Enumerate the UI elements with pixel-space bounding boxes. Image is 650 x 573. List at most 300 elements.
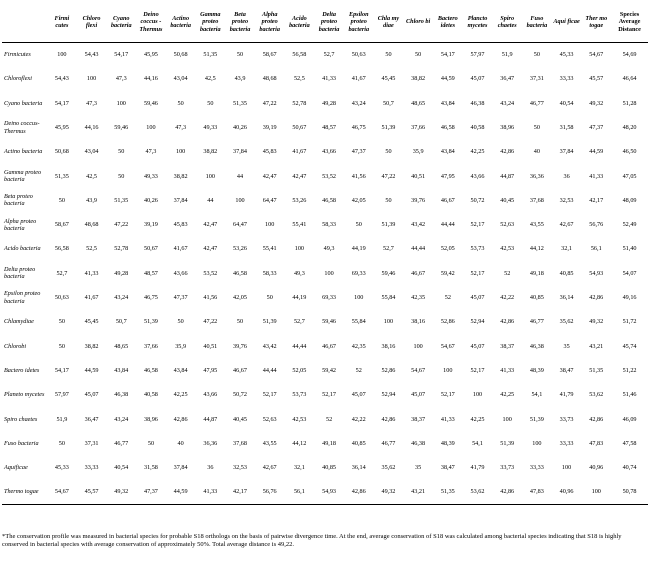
table-cell: 54,67 [411, 366, 426, 374]
table-cell: 49,33 [143, 172, 158, 180]
table-cell: 43,04 [173, 75, 188, 83]
table-cell: 44,19 [292, 294, 307, 302]
table-cell: 45,45 [84, 318, 99, 326]
table-cell: 50 [58, 439, 65, 447]
table-cell: 48,39 [440, 439, 455, 447]
column-header: Chloro bi [403, 2, 433, 43]
table-cell: 43,21 [411, 488, 426, 496]
table-cell: 51,28 [622, 99, 637, 107]
table-cell: 55,84 [381, 294, 396, 302]
table-cell: 50,67 [143, 245, 158, 253]
table-cell: 50 [58, 318, 65, 326]
table-cell: 100 [146, 123, 156, 131]
table-cell: 43,55 [529, 221, 544, 229]
table-cell: 100 [502, 415, 512, 423]
table-cell: 40,58 [470, 123, 485, 131]
table-cell: 50 [207, 99, 214, 107]
table-cell: 52,63 [262, 415, 277, 423]
table-cell: 48,39 [529, 366, 544, 374]
table-cell: 46,09 [622, 415, 637, 423]
conservation-table [2, 2, 648, 505]
table-cell: 42,67 [559, 221, 574, 229]
table-cell: 50 [58, 342, 65, 350]
table-cell: 46,77 [114, 439, 129, 447]
table-cell: 46,67 [411, 269, 426, 277]
table-cell: 41,56 [351, 172, 366, 180]
table-cell: 41,67 [84, 294, 99, 302]
table-row [2, 188, 648, 212]
table-cell: 42,35 [351, 342, 366, 350]
table-cell: 37,66 [411, 123, 426, 131]
table-row [2, 285, 648, 309]
table-cell: 52,17 [470, 221, 485, 229]
table-cell: 43,84 [440, 148, 455, 156]
table-cell: 59,46 [143, 99, 158, 107]
table-cell: 100 [443, 366, 453, 374]
row-header: Epsilon proteo bacteria [4, 290, 41, 305]
table-row [2, 456, 648, 480]
table-cell: 45,74 [622, 342, 637, 350]
column-header: Actino bacteria [166, 2, 196, 43]
table-cell: 54,1 [531, 391, 543, 399]
table-cell: 42,86 [589, 294, 604, 302]
table-cell: 43,66 [203, 391, 218, 399]
table-cell: 51,46 [622, 391, 637, 399]
table-cell: 40 [177, 439, 184, 447]
table-cell: 32,1 [293, 464, 305, 472]
table-cell: 46,77 [381, 439, 396, 447]
table-cell: 51,39 [529, 415, 544, 423]
table-cell: 37,31 [84, 439, 99, 447]
table-cell: 50,63 [54, 294, 69, 302]
table-row [2, 115, 648, 139]
table-cell: 36,14 [559, 294, 574, 302]
table-cell: 52,5 [86, 245, 97, 253]
table-cell: 100 [294, 245, 305, 253]
table-cell: 33,33 [559, 439, 574, 447]
table-cell: 40,85 [559, 269, 574, 277]
table-cell: 51,35 [114, 196, 129, 204]
table-cell: 42,47 [203, 221, 218, 229]
table-cell: 41,33 [500, 366, 515, 374]
table-cell: 47,58 [622, 439, 637, 447]
table-cell: 51,35 [440, 488, 455, 496]
table-cell: 56,58 [292, 51, 307, 59]
table-cell: 33,73 [500, 464, 515, 472]
table-cell: 42,22 [351, 415, 366, 423]
table-cell: 43,9 [234, 75, 246, 83]
table-cell: 100 [324, 269, 334, 277]
table-cell: 53,73 [470, 245, 485, 253]
table-cell: 52,94 [381, 391, 396, 399]
table-row [2, 358, 648, 382]
table-cell: 40,45 [500, 196, 515, 204]
table-cell: 42,47 [262, 172, 277, 180]
table-cell: 52,78 [114, 245, 129, 253]
table-cell: 100 [86, 75, 97, 83]
table-cell: 52 [355, 366, 362, 374]
table-cell: 41,33 [84, 269, 99, 277]
table-cell: 54,17 [54, 366, 69, 374]
table-cell: 52,17 [262, 391, 277, 399]
table-cell: 33,33 [84, 464, 99, 472]
table-cell: 41,33 [440, 415, 455, 423]
table-cell: 100 [383, 318, 394, 326]
table-cell: 69,33 [351, 269, 366, 277]
table-cell: 51,9 [501, 51, 513, 59]
table-cell: 35,62 [381, 464, 396, 472]
table-cell: 44,12 [292, 439, 307, 447]
table-cell: 47,3 [86, 99, 97, 107]
table-cell: 35,62 [559, 318, 574, 326]
table-cell: 47,37 [589, 123, 604, 131]
table-cell: 47,95 [440, 172, 455, 180]
table-cell: 52,49 [622, 221, 637, 229]
table-cell: 48,68 [262, 75, 277, 83]
table-cell: 52,63 [500, 221, 515, 229]
table-cell: 33,33 [529, 464, 544, 472]
table-cell: 36 [563, 172, 570, 180]
table-row [2, 43, 648, 67]
column-header: Firmi cutes [47, 2, 77, 43]
table-cell: 40 [533, 148, 540, 156]
table-cell: 35,9 [175, 342, 187, 350]
table-cell: 50 [385, 51, 392, 59]
table-cell: 43,84 [173, 366, 188, 374]
table-cell: 56,1 [590, 245, 602, 253]
table-cell: 50,72 [233, 391, 247, 399]
table-cell: 50 [236, 51, 244, 59]
column-header: Ther mo togae [581, 2, 611, 43]
table-row [2, 261, 648, 285]
table-cell: 52,17 [470, 269, 485, 277]
table-cell: 100 [472, 391, 483, 399]
table-cell: 36,47 [500, 75, 515, 83]
table-cell: 52,86 [381, 366, 396, 374]
table-cell: 44,44 [292, 342, 307, 350]
table-cell: 44,16 [143, 75, 158, 83]
column-header: Beta proteo bacteria [225, 2, 255, 43]
table-cell: 43,24 [500, 99, 515, 107]
table-cell: 100 [591, 488, 601, 496]
table-cell: 52,5 [293, 75, 305, 83]
table-cell: 49,16 [622, 294, 637, 302]
table-cell: 52,7 [383, 245, 394, 253]
table-cell: 43,42 [262, 342, 277, 350]
table-cell: 50,63 [351, 51, 366, 59]
table-cell: 40,51 [203, 342, 218, 350]
table-cell: 32,53 [233, 464, 247, 472]
table-cell: 45,33 [559, 51, 574, 59]
table-cell: 50 [118, 148, 125, 156]
table-cell: 46,50 [622, 148, 637, 156]
table-cell: 40,58 [143, 391, 158, 399]
column-header: Epsilon proteo bacteria [344, 2, 374, 43]
table-cell: 51,39 [381, 123, 396, 131]
table-cell: 38,82 [173, 172, 188, 180]
table-cell: 43,9 [86, 196, 97, 204]
table-cell: 54,67 [440, 342, 455, 350]
table-cell: 44,12 [529, 245, 544, 253]
table-cell: 53,52 [203, 269, 218, 277]
table-cell: 44,59 [173, 488, 188, 496]
table-cell: 42,86 [381, 415, 396, 423]
table-cell: 45,07 [84, 391, 99, 399]
table-cell: 36,36 [203, 439, 218, 447]
table-cell: 41,67 [351, 75, 366, 83]
table-cell: 37,84 [559, 148, 574, 156]
table-cell: 41,67 [173, 245, 188, 253]
table-cell: 51,35 [589, 366, 604, 374]
table-cell: 59,46 [114, 123, 129, 131]
table-cell: 44,16 [84, 123, 99, 131]
table-cell: 37,68 [529, 196, 544, 204]
table-cell: 52,94 [470, 318, 485, 326]
table-cell: 49,3 [293, 269, 305, 277]
table-cell: 47,95 [203, 366, 218, 374]
table-cell: 46,38 [411, 439, 426, 447]
table-cell: 49,28 [322, 99, 337, 107]
table-cell: 69,33 [322, 294, 337, 302]
table-cell: 40,26 [143, 196, 158, 204]
table-cell: 50,7 [383, 99, 394, 107]
table-row [2, 334, 648, 358]
table-cell: 50 [236, 318, 244, 326]
table-cell: 54,17 [440, 51, 455, 59]
row-header: Cyano bacteria [4, 99, 43, 107]
table-cell: 51,35 [233, 99, 247, 107]
table-cell: 54,67 [54, 488, 69, 496]
row-header: Chlorobi [4, 342, 27, 350]
table-cell: 43,66 [173, 269, 188, 277]
header-row [2, 2, 648, 43]
table-cell: 42,22 [500, 294, 515, 302]
table-cell: 41,79 [559, 391, 574, 399]
column-header: Spiro chaetes [492, 2, 522, 43]
table-cell: 44,87 [203, 415, 218, 423]
table-cell: 42,25 [500, 391, 515, 399]
table-cell: 52 [325, 415, 333, 423]
table-cell: 37,66 [143, 342, 158, 350]
column-header: Cyano bacteria [106, 2, 136, 43]
row-header: Thermo togae [4, 488, 39, 496]
table-cell: 46,75 [143, 294, 158, 302]
table-cell: 44,59 [589, 148, 604, 156]
table-cell: 47,3 [175, 123, 187, 131]
table-cell: 50,72 [470, 196, 485, 204]
table-cell: 54,67 [589, 51, 604, 59]
table-cell: 48,68 [84, 221, 99, 229]
table-row [2, 91, 648, 115]
row-header: Alpha proteo bacteria [4, 217, 37, 232]
table-cell: 38,82 [411, 75, 426, 83]
table-cell: 59,42 [322, 366, 337, 374]
table-cell: 44,87 [500, 172, 515, 180]
table-cell: 59,46 [381, 269, 396, 277]
table-cell: 41,33 [203, 488, 218, 496]
table-cell: 40,96 [589, 464, 604, 472]
table-row [2, 431, 648, 455]
table-cell: 39,76 [411, 196, 426, 204]
table-cell: 47,22 [381, 172, 396, 180]
column-header: Aqui ficae [552, 2, 582, 43]
table-cell: 48,57 [143, 269, 158, 277]
column-header: Acido bacteria [285, 2, 315, 43]
table-cell: 52,17 [440, 391, 455, 399]
table-cell: 38,96 [143, 415, 158, 423]
row-header: Fuso bacteria [4, 439, 39, 447]
column-header: Alpha proteo bacteria [255, 2, 285, 43]
table-cell: 32,1 [561, 245, 572, 253]
table-cell: 32,53 [559, 196, 574, 204]
table-cell: 58,67 [262, 51, 277, 59]
table-cell: 53,52 [322, 172, 337, 180]
table-cell: 42,53 [292, 415, 307, 423]
table-cell: 50 [147, 439, 155, 447]
table-cell: 40,51 [411, 172, 426, 180]
table-cell: 31,58 [559, 123, 574, 131]
table-cell: 39,19 [262, 123, 277, 131]
table-cell: 46,67 [440, 196, 455, 204]
table-cell: 46,38 [470, 99, 485, 107]
table-cell: 35 [563, 342, 570, 350]
table-cell: 43,24 [114, 415, 129, 423]
table-cell: 49,32 [381, 488, 396, 496]
table-cell: 38,47 [440, 464, 455, 472]
table-cell: 47,83 [529, 488, 544, 496]
table-cell: 40,85 [529, 294, 544, 302]
table-cell: 42,25 [470, 148, 485, 156]
table-cell: 46,75 [351, 123, 366, 131]
table-cell: 49,33 [203, 123, 218, 131]
table-cell: 40,96 [559, 488, 574, 496]
row-header: Chlamydiae [4, 318, 34, 326]
table-cell: 49,18 [322, 439, 337, 447]
table-cell: 53,26 [233, 245, 247, 253]
table-cell: 39,19 [143, 221, 158, 229]
table-cell: 50,68 [54, 148, 69, 156]
header-corner [2, 2, 47, 43]
column-header: Chla my diae [374, 2, 404, 43]
table-cell: 43,21 [589, 342, 604, 350]
table-cell: 43,42 [411, 221, 426, 229]
table-cell: 47,37 [143, 488, 158, 496]
table-cell: 47,3 [115, 75, 127, 83]
table-cell: 45,57 [84, 488, 99, 496]
table-cell: 54,17 [54, 99, 69, 107]
row-header: Planeto mycetes [4, 391, 45, 399]
table-cell: 46,58 [233, 269, 247, 277]
table-cell: 45,07 [470, 342, 485, 350]
table-cell: 43,66 [470, 172, 485, 180]
table-cell: 42,25 [173, 391, 188, 399]
table-cell: 51,72 [622, 318, 637, 326]
table-cell: 42,86 [173, 415, 188, 423]
table-cell: 41,79 [470, 464, 485, 472]
table-cell: 36,47 [84, 415, 99, 423]
table-cell: 47,37 [351, 148, 366, 156]
table-cell: 50 [355, 221, 362, 229]
table-cell: 44,59 [440, 75, 455, 83]
table-cell: 50 [533, 51, 540, 59]
table-cell: 42,67 [262, 464, 277, 472]
table-cell: 43,66 [322, 148, 337, 156]
table-cell: 50 [415, 51, 422, 59]
table-row [2, 383, 648, 407]
table-cell: 54,93 [322, 488, 337, 496]
table-cell: 44 [236, 172, 244, 180]
table-cell: 52,17 [470, 366, 485, 374]
table-cell: 59,42 [440, 269, 455, 277]
table-cell: 100 [265, 221, 275, 229]
table-cell: 54,43 [54, 75, 69, 83]
table-cell: 35 [415, 464, 422, 472]
table-cell: 45,83 [173, 221, 188, 229]
table-cell: 50,78 [622, 488, 637, 496]
table-cell: 42,47 [203, 245, 218, 253]
table-cell: 100 [205, 172, 215, 180]
table-cell: 52 [444, 294, 451, 302]
table-cell: 57,97 [54, 391, 69, 399]
table-cell: 49,32 [589, 99, 604, 107]
table-cell: 37,84 [233, 148, 247, 156]
table-cell: 52 [504, 269, 511, 277]
table-container [2, 2, 648, 505]
table-cell: 40,45 [233, 415, 247, 423]
table-cell: 43,84 [114, 366, 129, 374]
table-cell: 42,86 [589, 415, 604, 423]
table-cell: 53,62 [470, 488, 485, 496]
table-cell: 56,76 [589, 221, 604, 229]
table-cell: 50 [58, 196, 65, 204]
table-cell: 49,18 [529, 269, 544, 277]
table-row [2, 67, 648, 91]
table-cell: 35,9 [412, 148, 424, 156]
row-header: Spiro chaetes [4, 415, 38, 423]
table-cell: 45,95 [54, 123, 69, 131]
table-cell: 49,28 [114, 269, 129, 277]
table-cell: 41,33 [589, 172, 604, 180]
table-cell: 52,17 [322, 391, 337, 399]
table-cell: 40,74 [622, 464, 637, 472]
table-cell: 52,7 [323, 51, 335, 59]
table-cell: 56,58 [54, 245, 69, 253]
table-cell: 40,54 [114, 464, 129, 472]
table-cell: 46,77 [529, 318, 544, 326]
table-cell: 38,37 [411, 415, 426, 423]
table-cell: 47,83 [589, 439, 604, 447]
table-cell: 43,24 [351, 99, 366, 107]
table-cell: 48,09 [622, 196, 637, 204]
table-cell: 50,67 [292, 123, 307, 131]
table-cell: 42,86 [351, 488, 366, 496]
row-header: Aquificae [4, 464, 28, 472]
table-cell: 33,73 [559, 415, 574, 423]
table-cell: 38,96 [500, 123, 515, 131]
table-cell: 56,76 [262, 488, 277, 496]
table-row [2, 213, 648, 237]
table-cell: 47,22 [262, 99, 277, 107]
table-cell: 47,22 [114, 221, 129, 229]
table-cell: 46,58 [440, 123, 455, 131]
table-cell: 54,69 [622, 51, 637, 59]
table-cell: 53,62 [589, 391, 604, 399]
table-cell: 45,07 [411, 391, 426, 399]
table-cell: 46,77 [529, 99, 544, 107]
table-cell: 42,86 [500, 318, 515, 326]
table-cell: 53,73 [292, 391, 307, 399]
table-cell: 38,37 [500, 342, 515, 350]
